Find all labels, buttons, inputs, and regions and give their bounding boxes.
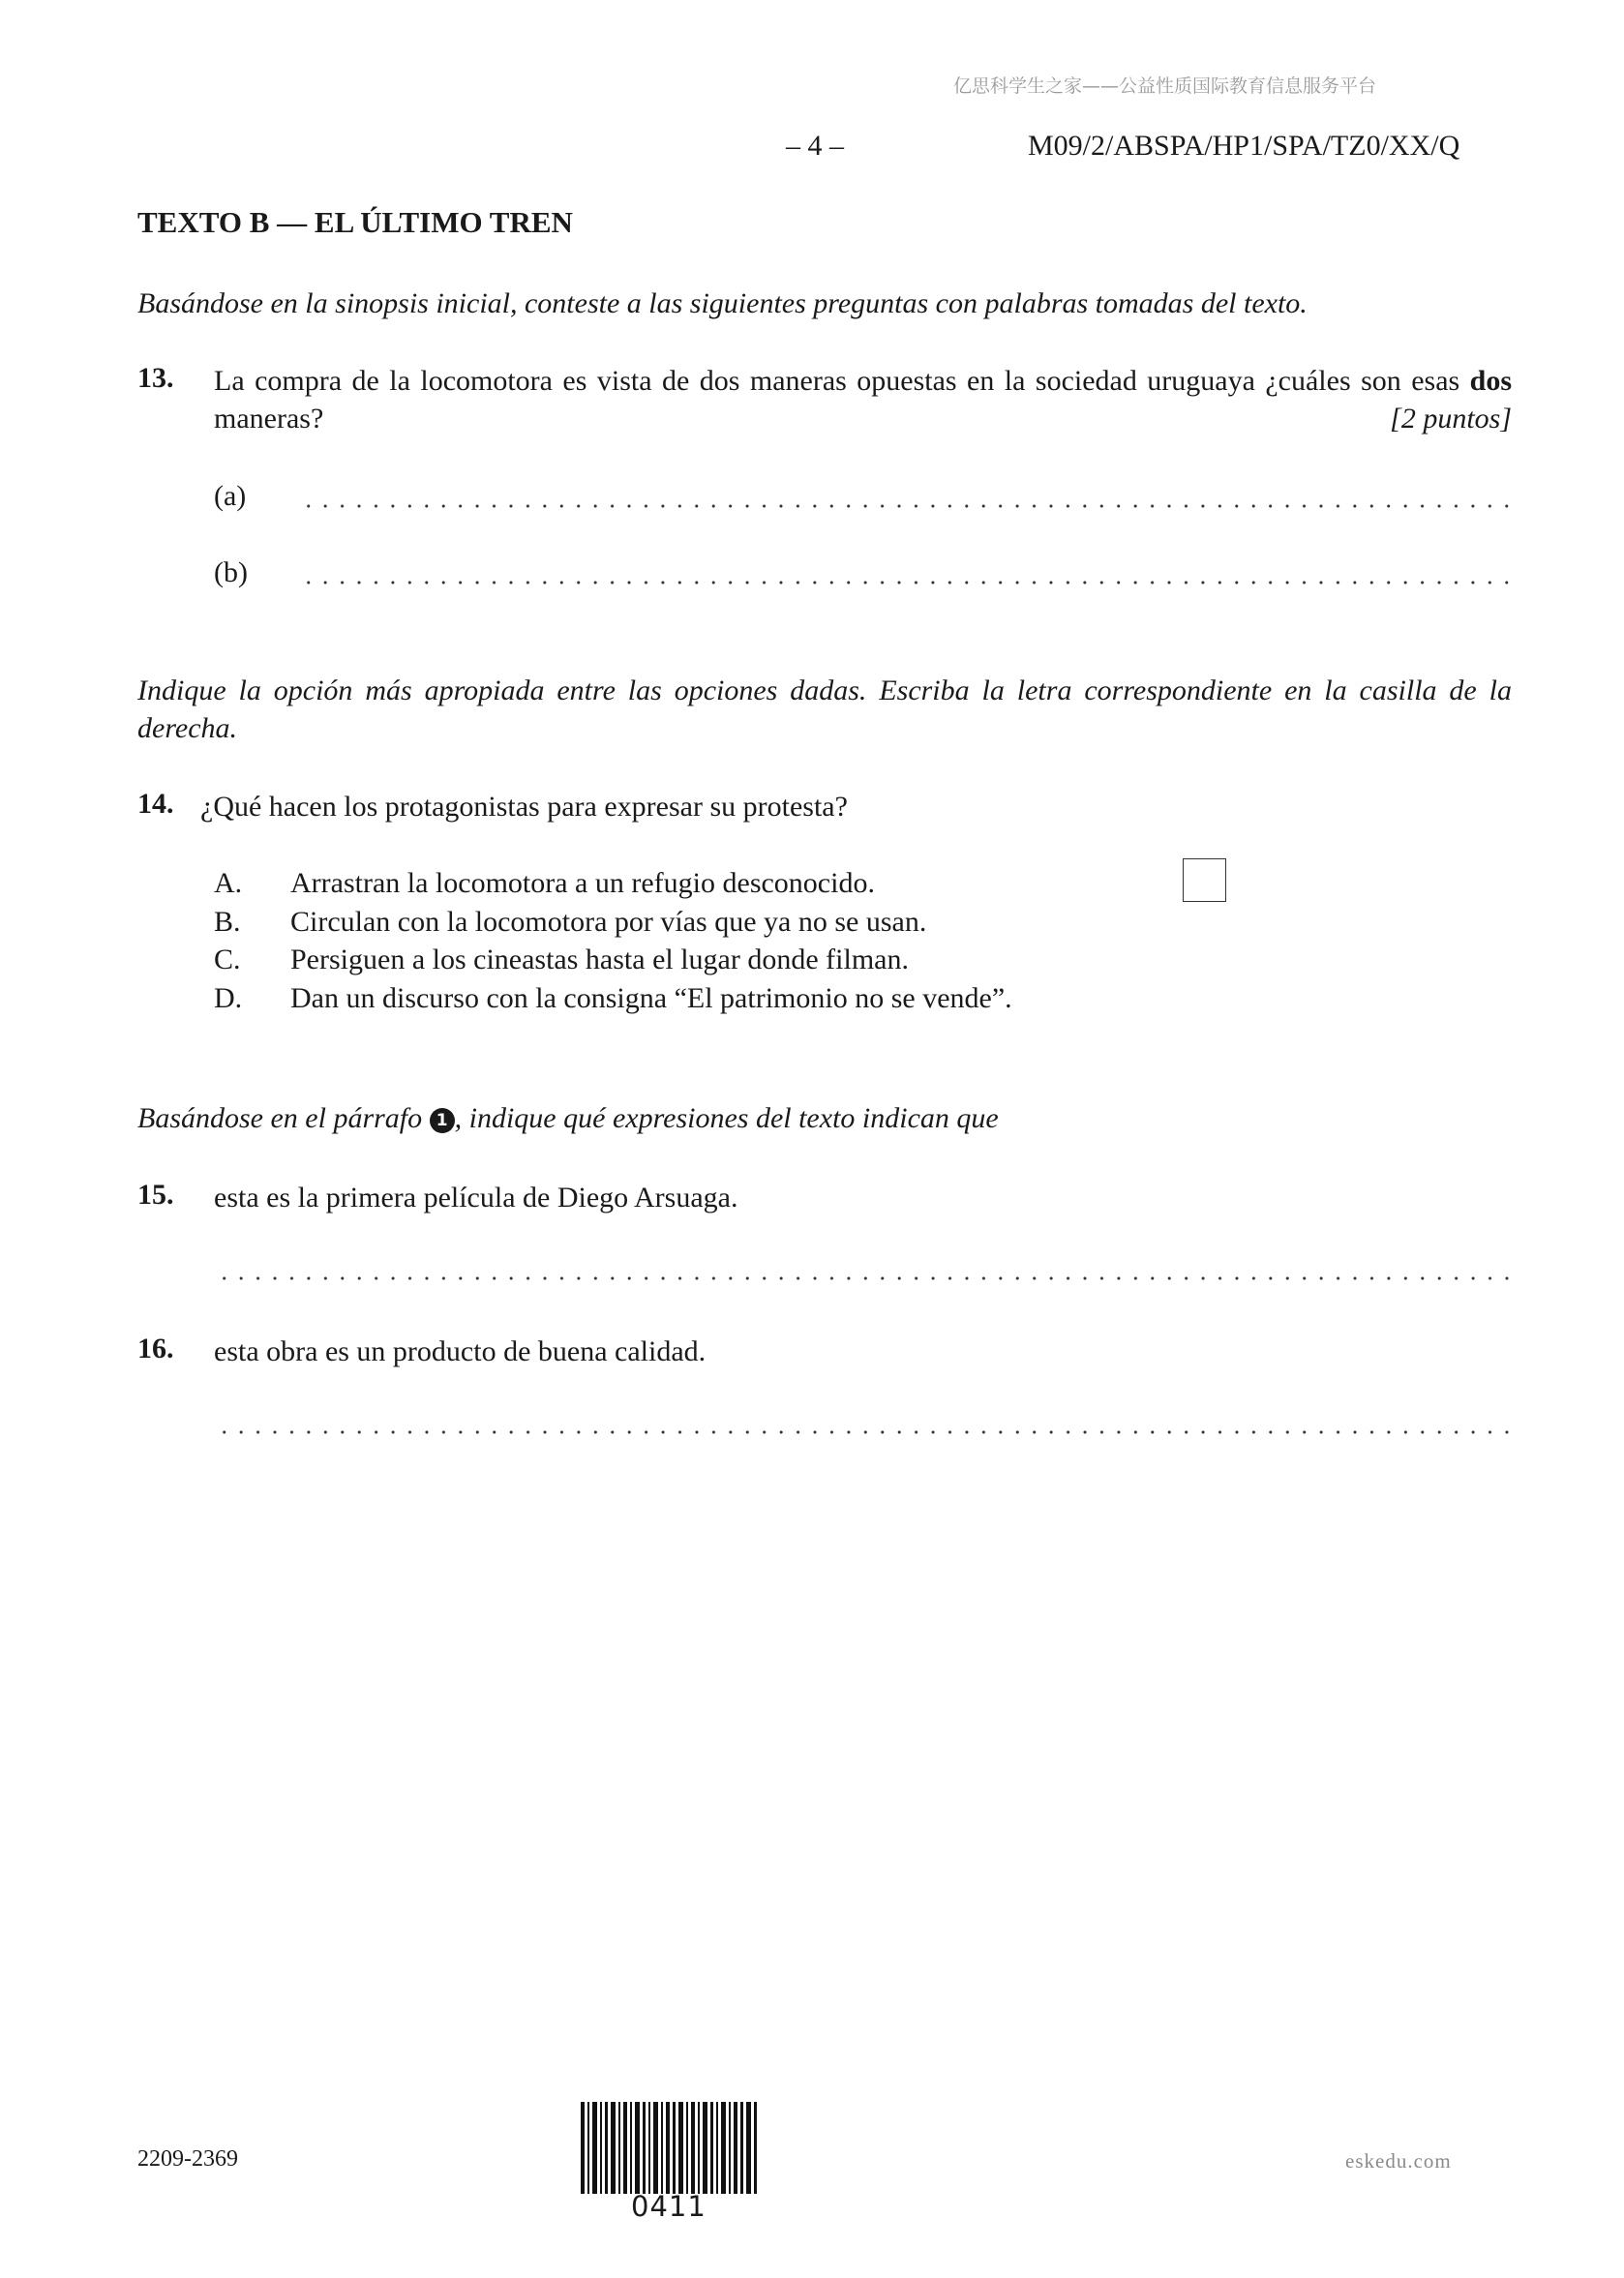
option-b-text: Circulan con la locomotora por vías que ya no se usan. bbox=[290, 906, 927, 938]
question-13-text bbox=[214, 362, 1512, 437]
answer-box-14[interactable] bbox=[1183, 858, 1226, 902]
footer-code: 2209-2369 bbox=[137, 2146, 238, 2172]
question-13-number: 13. bbox=[137, 362, 174, 394]
question-13-text-start: La compra de la locomotora es vista de dos maneras opuestas en la sociedad uruguaya ¿cuáles son esas bbox=[214, 365, 1470, 397]
question-13-bold-word: dos bbox=[1469, 365, 1512, 397]
instruction-paragraph-end: , indique qué expresiones del texto indican que bbox=[454, 1102, 999, 1134]
question-15-text: esta es la primera película de Diego Arsuaga. bbox=[214, 1182, 738, 1214]
instruction-paragraph bbox=[137, 1099, 1512, 1137]
question-16-number: 16. bbox=[137, 1333, 174, 1364]
option-c-text: Persiguen a los cineastas hasta el lugar donde filman. bbox=[290, 944, 909, 975]
option-d-text: Dan un discurso con la consigna “El patrimonio no se vende”. bbox=[290, 982, 1012, 1014]
question-15-number: 15. bbox=[137, 1179, 174, 1211]
watermark: 亿思科学生之家——公益性质国际教育信息服务平台 bbox=[953, 75, 1377, 97]
question-16-text: esta obra es un producto de buena calidad. bbox=[214, 1335, 707, 1367]
instruction-options: Indique la opción más apropiada entre las opciones dadas. Escriba la letra correspondiente en la casilla de la derecha. bbox=[137, 674, 1512, 744]
instruction-paragraph-start: Basándose en el párrafo bbox=[137, 1102, 430, 1134]
answer-line-13a[interactable] bbox=[298, 504, 1510, 508]
answer-label-a: (a) bbox=[214, 480, 247, 512]
option-b-letter: B. bbox=[214, 906, 241, 938]
page-number: – 4 – bbox=[786, 130, 844, 162]
footer-site: eskedu.com bbox=[1345, 2149, 1452, 2173]
instruction-synopsis: Basándose en la sinopsis inicial, conteste a las siguientes preguntas con palabras tomadas del texto. bbox=[137, 287, 1308, 319]
section-title: TEXTO B — EL ÚLTIMO TREN bbox=[137, 205, 573, 239]
question-14-number: 14. bbox=[137, 788, 174, 820]
answer-line-15[interactable] bbox=[214, 1276, 1511, 1280]
question-14-text: ¿Qué hacen los protagonistas para expresar su protesta? bbox=[200, 791, 848, 823]
barcode-number: 0411 bbox=[631, 2190, 707, 2223]
question-13-points: [2 puntos] bbox=[1390, 403, 1512, 435]
answer-line-16[interactable] bbox=[214, 1430, 1511, 1434]
option-d-letter: D. bbox=[214, 982, 243, 1014]
question-13-text-end: maneras? bbox=[214, 403, 324, 435]
option-a-text: Arrastran la locomotora a un refugio desconocido. bbox=[290, 867, 875, 899]
answer-line-13b[interactable] bbox=[298, 581, 1510, 584]
paper-code: M09/2/ABSPA/HP1/SPA/TZ0/XX/Q bbox=[1028, 130, 1460, 162]
option-a-letter: A. bbox=[214, 867, 243, 899]
barcode-icon bbox=[581, 2102, 760, 2194]
paragraph-1-icon: 1 bbox=[430, 1108, 455, 1133]
option-c-letter: C. bbox=[214, 944, 241, 975]
answer-label-b: (b) bbox=[214, 556, 248, 588]
